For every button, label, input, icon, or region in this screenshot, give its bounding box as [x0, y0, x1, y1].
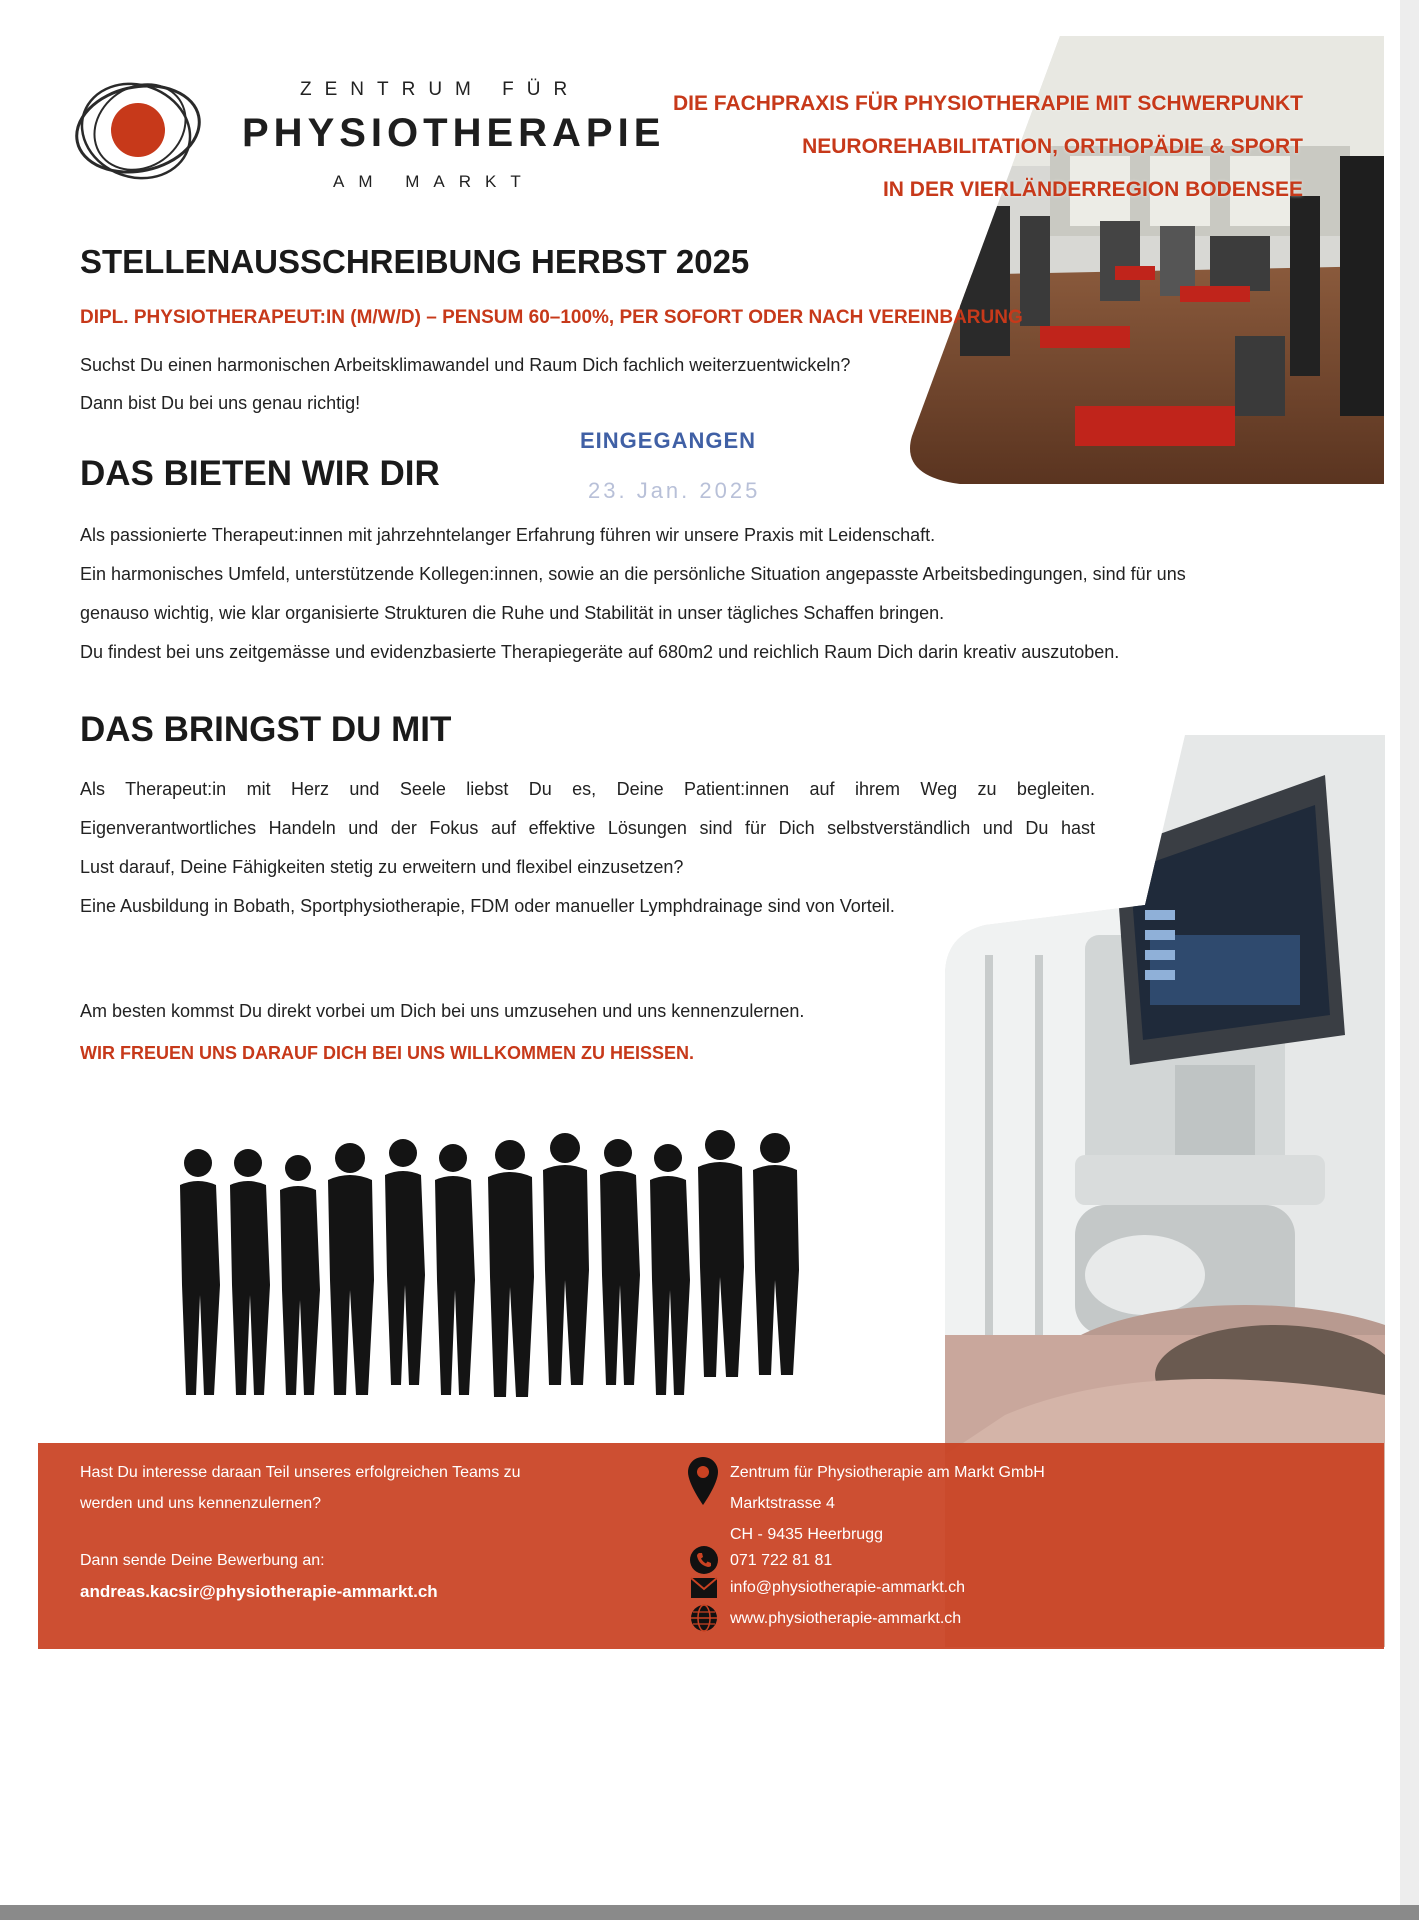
info-email-link[interactable]: info@physiotherapie-ammarkt.ch: [730, 1579, 966, 1596]
page-title: STELLENAUSSCHREIBUNG HERBST 2025: [80, 243, 750, 280]
tagline-line: IN DER VIERLÄNDERREGION BODENSEE: [882, 178, 1303, 201]
footer-apply-label: Dann sende Deine Bewerbung an:: [80, 1552, 325, 1569]
offer-heading: DAS BIETEN WIR DIR: [80, 454, 440, 493]
phone-icon: [690, 1546, 718, 1574]
mail-icon: [690, 1577, 718, 1599]
scan-edge-bottom: [0, 1905, 1419, 1920]
apply-email-link[interactable]: andreas.kacsir@physiotherapie-ammarkt.ch: [80, 1582, 438, 1601]
requirements-heading: DAS BRINGST DU MIT: [80, 710, 452, 749]
requirements-line: Eigenverantwortliches Handeln und der Fokus auf effektive Lösungen sind für Dich selbstverständlich und Du hast: [80, 818, 1095, 838]
location-pin-icon: [688, 1457, 718, 1505]
logo-mark: [68, 74, 208, 184]
offer-text: [80, 516, 1340, 672]
position-line: DIPL. PHYSIOTHERAPEUT:IN (M/W/D) – PENSUM 60–100%, PER SOFORT ODER NACH VEREINBARUNG: [80, 307, 1023, 328]
company-name: Zentrum für Physiotherapie am Markt GmbH: [730, 1464, 1045, 1481]
contact-footer: [38, 1443, 1384, 1649]
logo-line-2: PHYSIOTHERAPIE: [242, 111, 666, 155]
requirements-line: Als Therapeut:in mit Herz und Seele liebst Du es, Deine Patient:innen auf ihrem Weg zu begleiten.: [80, 779, 1095, 799]
requirements-text: [80, 770, 1095, 926]
company-address: [730, 1457, 1045, 1550]
offer-line: Ein harmonisches Umfeld, unterstützende Kollegen:innen, sowie an die persönliche Situation angepasste Arbeitsbedingungen, sind für uns: [80, 564, 1186, 584]
team-photo: [148, 1125, 848, 1410]
logo-line-1: ZENTRUM FÜR: [300, 79, 581, 100]
closing-text: Am besten kommst Du direkt vorbei um Dich bei uns umzusehen und uns kennenzulernen.: [80, 1001, 805, 1021]
company-street: Marktstrasse 4: [730, 1495, 835, 1512]
offer-line: Als passionierte Therapeut:innen mit jahrzehntelanger Erfahrung führen wir unsere Praxis mit Leidenschaft.: [80, 525, 936, 545]
closing-highlight: WIR FREUEN UNS DARAUF DICH BEI UNS WILLKOMMEN ZU HEISSEN.: [80, 1043, 694, 1063]
website-link[interactable]: www.physiotherapie-ammarkt.ch: [730, 1610, 962, 1627]
intro-text: [80, 346, 850, 422]
tagline-line: NEUROREHABILITATION, ORTHOPÄDIE & SPORT: [802, 135, 1303, 158]
received-stamp-date: 23. Jan. 2025: [588, 478, 761, 503]
intro-line: Dann bist Du bei uns genau richtig!: [80, 393, 361, 413]
offer-line: genauso wichtig, wie klar organisierte Strukturen die Ruhe und Stabilität in unser tägliches Schaffen bringen.: [80, 603, 945, 623]
requirements-line: Lust darauf, Deine Fähigkeiten stetig zu erweitern und flexibel einzusetzen?: [80, 857, 684, 877]
practice-tagline: [673, 82, 1303, 211]
footer-question: [80, 1457, 521, 1519]
received-stamp: EINGEGANGEN: [580, 428, 757, 453]
scan-edge-right: [1400, 0, 1419, 1905]
offer-line: Du findest bei uns zeitgemässe und evidenzbasierte Therapiegeräte auf 680m2 und reichlich Raum Dich darin kreativ auszutoben.: [80, 642, 1120, 662]
requirements-line: Eine Ausbildung in Bobath, Sportphysiotherapie, FDM oder manueller Lymphdrainage sind von Vorteil.: [80, 896, 895, 916]
footer-question-line: werden und uns kennenzulernen?: [80, 1495, 322, 1512]
globe-icon: [690, 1604, 718, 1632]
tagline-line: DIE FACHPRAXIS FÜR PHYSIOTHERAPIE MIT SCHWERPUNKT: [672, 92, 1303, 115]
company-city: CH - 9435 Heerbrugg: [730, 1526, 883, 1543]
logo-line-3: AM MARKT: [333, 172, 535, 191]
phone-number[interactable]: 071 722 81 81: [730, 1552, 833, 1569]
intro-line: Suchst Du einen harmonischen Arbeitsklimawandel und Raum Dich fachlich weiterzuentwickeln?: [80, 355, 851, 375]
footer-question-line: Hast Du interesse daraan Teil unseres erfolgreichen Teams zu: [80, 1464, 521, 1481]
